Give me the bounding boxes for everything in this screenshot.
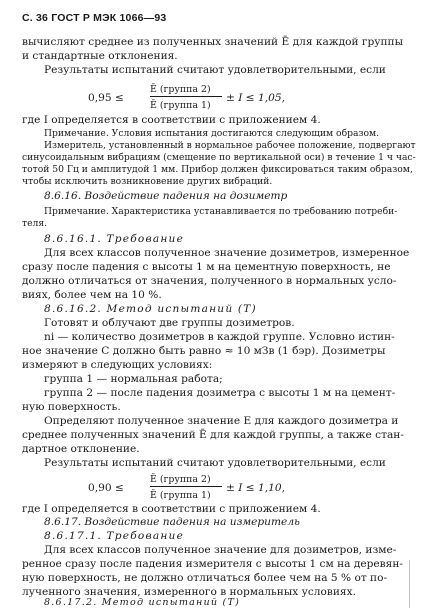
section-heading: 8.6.17.1. Требование	[44, 530, 185, 542]
formula-denominator: Ē (группа 1)	[150, 100, 211, 111]
text-line: Готовят и облучают две группы дозиметров.	[44, 317, 295, 329]
note-line: Примечание. Условия испытания достигаются следующим образом.	[44, 128, 380, 139]
page-header: С. 36 ГОСТ Р МЭК 1066—93	[22, 12, 167, 24]
text-line: лученного значения, измеренного в нормальных условиях.	[22, 586, 356, 598]
text-line: сразу после падения с высоты 1 м на цементную поверхность, не	[22, 261, 391, 273]
text-line: ную поверхность, не должно отличаться более чем на 5 % от по-	[22, 572, 388, 584]
text-line: ную поверхность.	[22, 401, 121, 413]
note-line: чтобы исключить возникновение других вибраций.	[22, 176, 273, 187]
note-line: Измеритель, установленный в нормальное рабочее положение, подвергают	[44, 140, 416, 151]
note-line: теля.	[22, 218, 48, 229]
text-line: ni — количество дозиметров в каждой группе. Условно истин-	[44, 331, 395, 343]
text-line: Определяют полученное значение E для каждого дозиметра и	[44, 415, 399, 427]
text-line: среднее полученных значений Ē для каждой группы, а также стан-	[22, 429, 404, 441]
section-heading: 8.6.16. Воздействие падения на дозиметр	[44, 190, 288, 202]
formula-left: 0,90 ≤	[88, 482, 124, 494]
formula-numerator: Ē (группа 2)	[150, 474, 211, 485]
formula-right: ± I ≤ 1,05,	[226, 92, 285, 104]
text-line: группа 1 — нормальная работа;	[44, 373, 223, 385]
formula-right: ± I ≤ 1,10,	[226, 482, 285, 494]
fraction-bar	[150, 96, 222, 97]
formula-denominator: Ē (группа 1)	[150, 490, 211, 501]
text-line: и стандартные отклонения.	[22, 50, 178, 62]
text-line: группа 2 — после падения дозиметра с высоты 1 м на цемент-	[44, 387, 396, 399]
text-line: должно отличаться от значения, полученного в нормальных усло-	[22, 275, 397, 287]
text-line: ное значение С должно быть равно ≈ 10 мЗв (1 бэр). Дозиметры	[22, 345, 386, 357]
note-line: синусоидальным вибрациям (смещение по вертикальной оси) в течение 1 ч час-	[22, 152, 416, 163]
section-heading: 8.6.17. Воздействие падения на измеритель	[44, 516, 300, 528]
formula-left: 0,95 ≤	[88, 92, 124, 104]
text-line: ренное сразу после падения измерителя с высоты 1 см на деревян-	[22, 558, 403, 570]
scan-edge-mark	[409, 560, 410, 608]
section-heading: 8.6.16.2. Метод испытаний (Т)	[44, 303, 257, 315]
text-line: Результаты испытаний считают удовлетворительными, если	[44, 457, 386, 469]
text-line: измеряют в следующих условиях:	[22, 359, 213, 371]
text-line: виях, более чем на 10 %.	[22, 289, 162, 301]
text-line: где I определяется в соответствии с приложением 4.	[22, 114, 321, 126]
text-line: где I определяется в соответствии с приложением 4.	[22, 503, 321, 515]
text-line: дартное отклонение.	[22, 443, 140, 455]
text-line: Для всех классов полученное значение дозиметров, измеренное	[44, 247, 410, 259]
section-heading: 8.6.17.2. Метод испытаний (Т)	[44, 597, 241, 608]
fraction-bar	[150, 486, 222, 487]
note-line: тотой 50 Гц и амплитудой 1 мм. Прибор должен фиксироваться таким образом,	[22, 164, 413, 175]
section-heading: 8.6.16.1. Требование	[44, 233, 185, 245]
text-line: Для всех классов полученное значение для дозиметров, изме-	[44, 544, 397, 556]
text-line: Результаты испытаний считают удовлетворительными, если	[44, 64, 386, 76]
text-line: вычисляют среднее из полученных значений Ē для каждой группы	[22, 36, 404, 48]
formula-numerator: Ē (группа 2)	[150, 84, 211, 95]
note-line: Примечание. Характеристика устанавливается по требованию потреби-	[44, 206, 398, 217]
